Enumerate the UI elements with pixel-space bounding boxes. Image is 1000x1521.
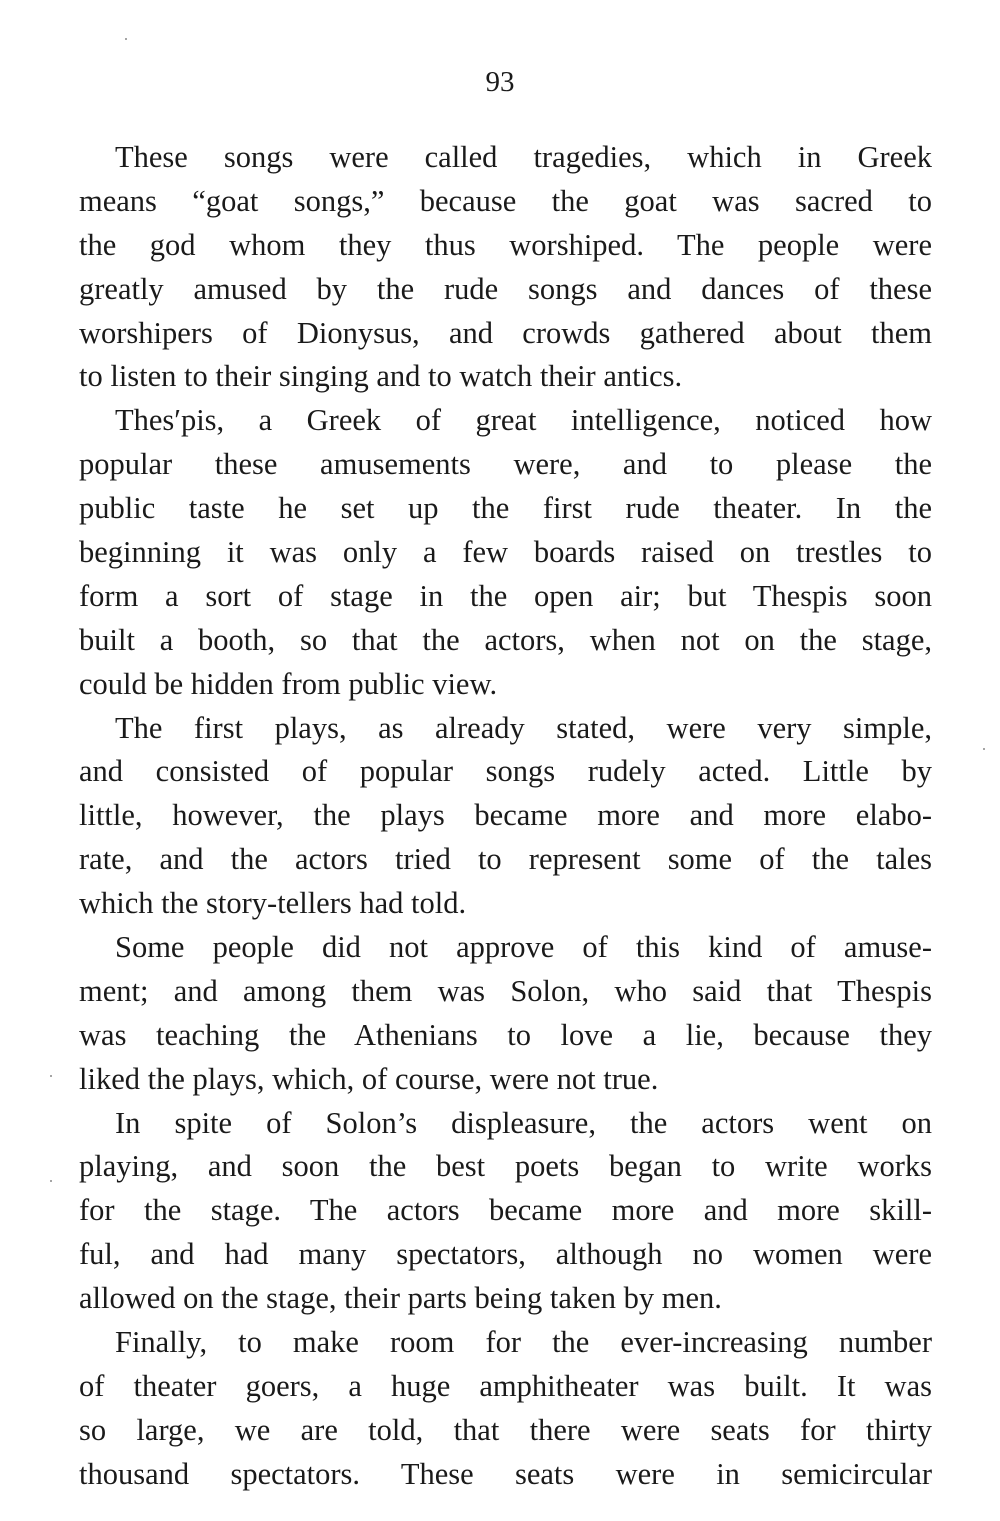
text-line: so large, we are told, that there were seats for thirty — [79, 1412, 932, 1447]
text-line: ment; and among them was Solon, who said that Thespis — [79, 973, 932, 1008]
text-line: little, however, the plays became more and more elabo- — [79, 798, 932, 833]
paragraph — [79, 707, 932, 926]
page-number: 93 — [485, 66, 515, 98]
text-line: playing, and soon the best poets began to write works — [79, 1149, 932, 1184]
text-line: was teaching the Athenians to love a lie, because they — [79, 1017, 932, 1052]
text-line: In spite of Solon’s displeasure, the actors went on — [115, 1105, 932, 1140]
text-line: could be hidden from public view. — [79, 666, 498, 701]
text-line: Thes′pis, a Greek of great intelligence, noticed how — [115, 403, 932, 438]
paragraph — [79, 1321, 932, 1497]
text-line: which the story-tellers had told. — [79, 886, 467, 921]
text-line: form a sort of stage in the open air; but Thespis soon — [79, 578, 932, 613]
margin-speck — [50, 1075, 52, 1077]
body-text — [79, 136, 932, 1497]
text-line: Finally, to make room for the ever-increasing number — [115, 1325, 932, 1360]
text-line: popular these amusements were, and to please the — [79, 447, 932, 482]
text-line: for the stage. The actors became more and more skill- — [79, 1193, 932, 1228]
text-line: Some people did not approve of this kind of amuse- — [115, 930, 932, 965]
paragraph — [79, 926, 932, 1102]
text-line: The first plays, as already stated, were very simple, — [115, 710, 932, 745]
text-line: These songs were called tragedies, which in Greek — [115, 140, 932, 174]
margin-speck — [50, 1180, 52, 1182]
text-line: greatly amused by the rude songs and dances of these — [79, 271, 932, 306]
text-line: public taste he set up the first rude theater. In the — [79, 491, 932, 526]
text-line: means “goat songs,” because the goat was sacred to — [79, 183, 932, 218]
text-line: built a booth, so that the actors, when not on the stage, — [79, 622, 932, 657]
paragraph — [79, 399, 932, 706]
text-line: and consisted of popular songs rudely acted. Little by — [79, 754, 932, 789]
text-line: the god whom they thus worshiped. The people were — [79, 227, 932, 262]
text-line: allowed on the stage, their parts being taken by men. — [79, 1281, 722, 1316]
paragraph — [79, 136, 932, 399]
text-line: of theater goers, a huge amphitheater was built. It was — [79, 1368, 932, 1403]
text-line: to listen to their singing and to watch their antics. — [79, 359, 683, 394]
text-line: beginning it was only a few boards raised on trestles to — [79, 535, 932, 570]
text-line: rate, and the actors tried to represent some of the tales — [79, 842, 932, 877]
paragraph — [79, 1102, 932, 1321]
margin-speck — [983, 748, 985, 750]
text-line: ful, and had many spectators, although no women were — [79, 1237, 932, 1272]
text-line: liked the plays, which, of course, were not true. — [79, 1061, 659, 1096]
text-line: worshipers of Dionysus, and crowds gathered about them — [79, 315, 932, 350]
margin-speck — [125, 38, 127, 40]
text-line: thousand spectators. These seats were in semicircular — [79, 1456, 932, 1491]
